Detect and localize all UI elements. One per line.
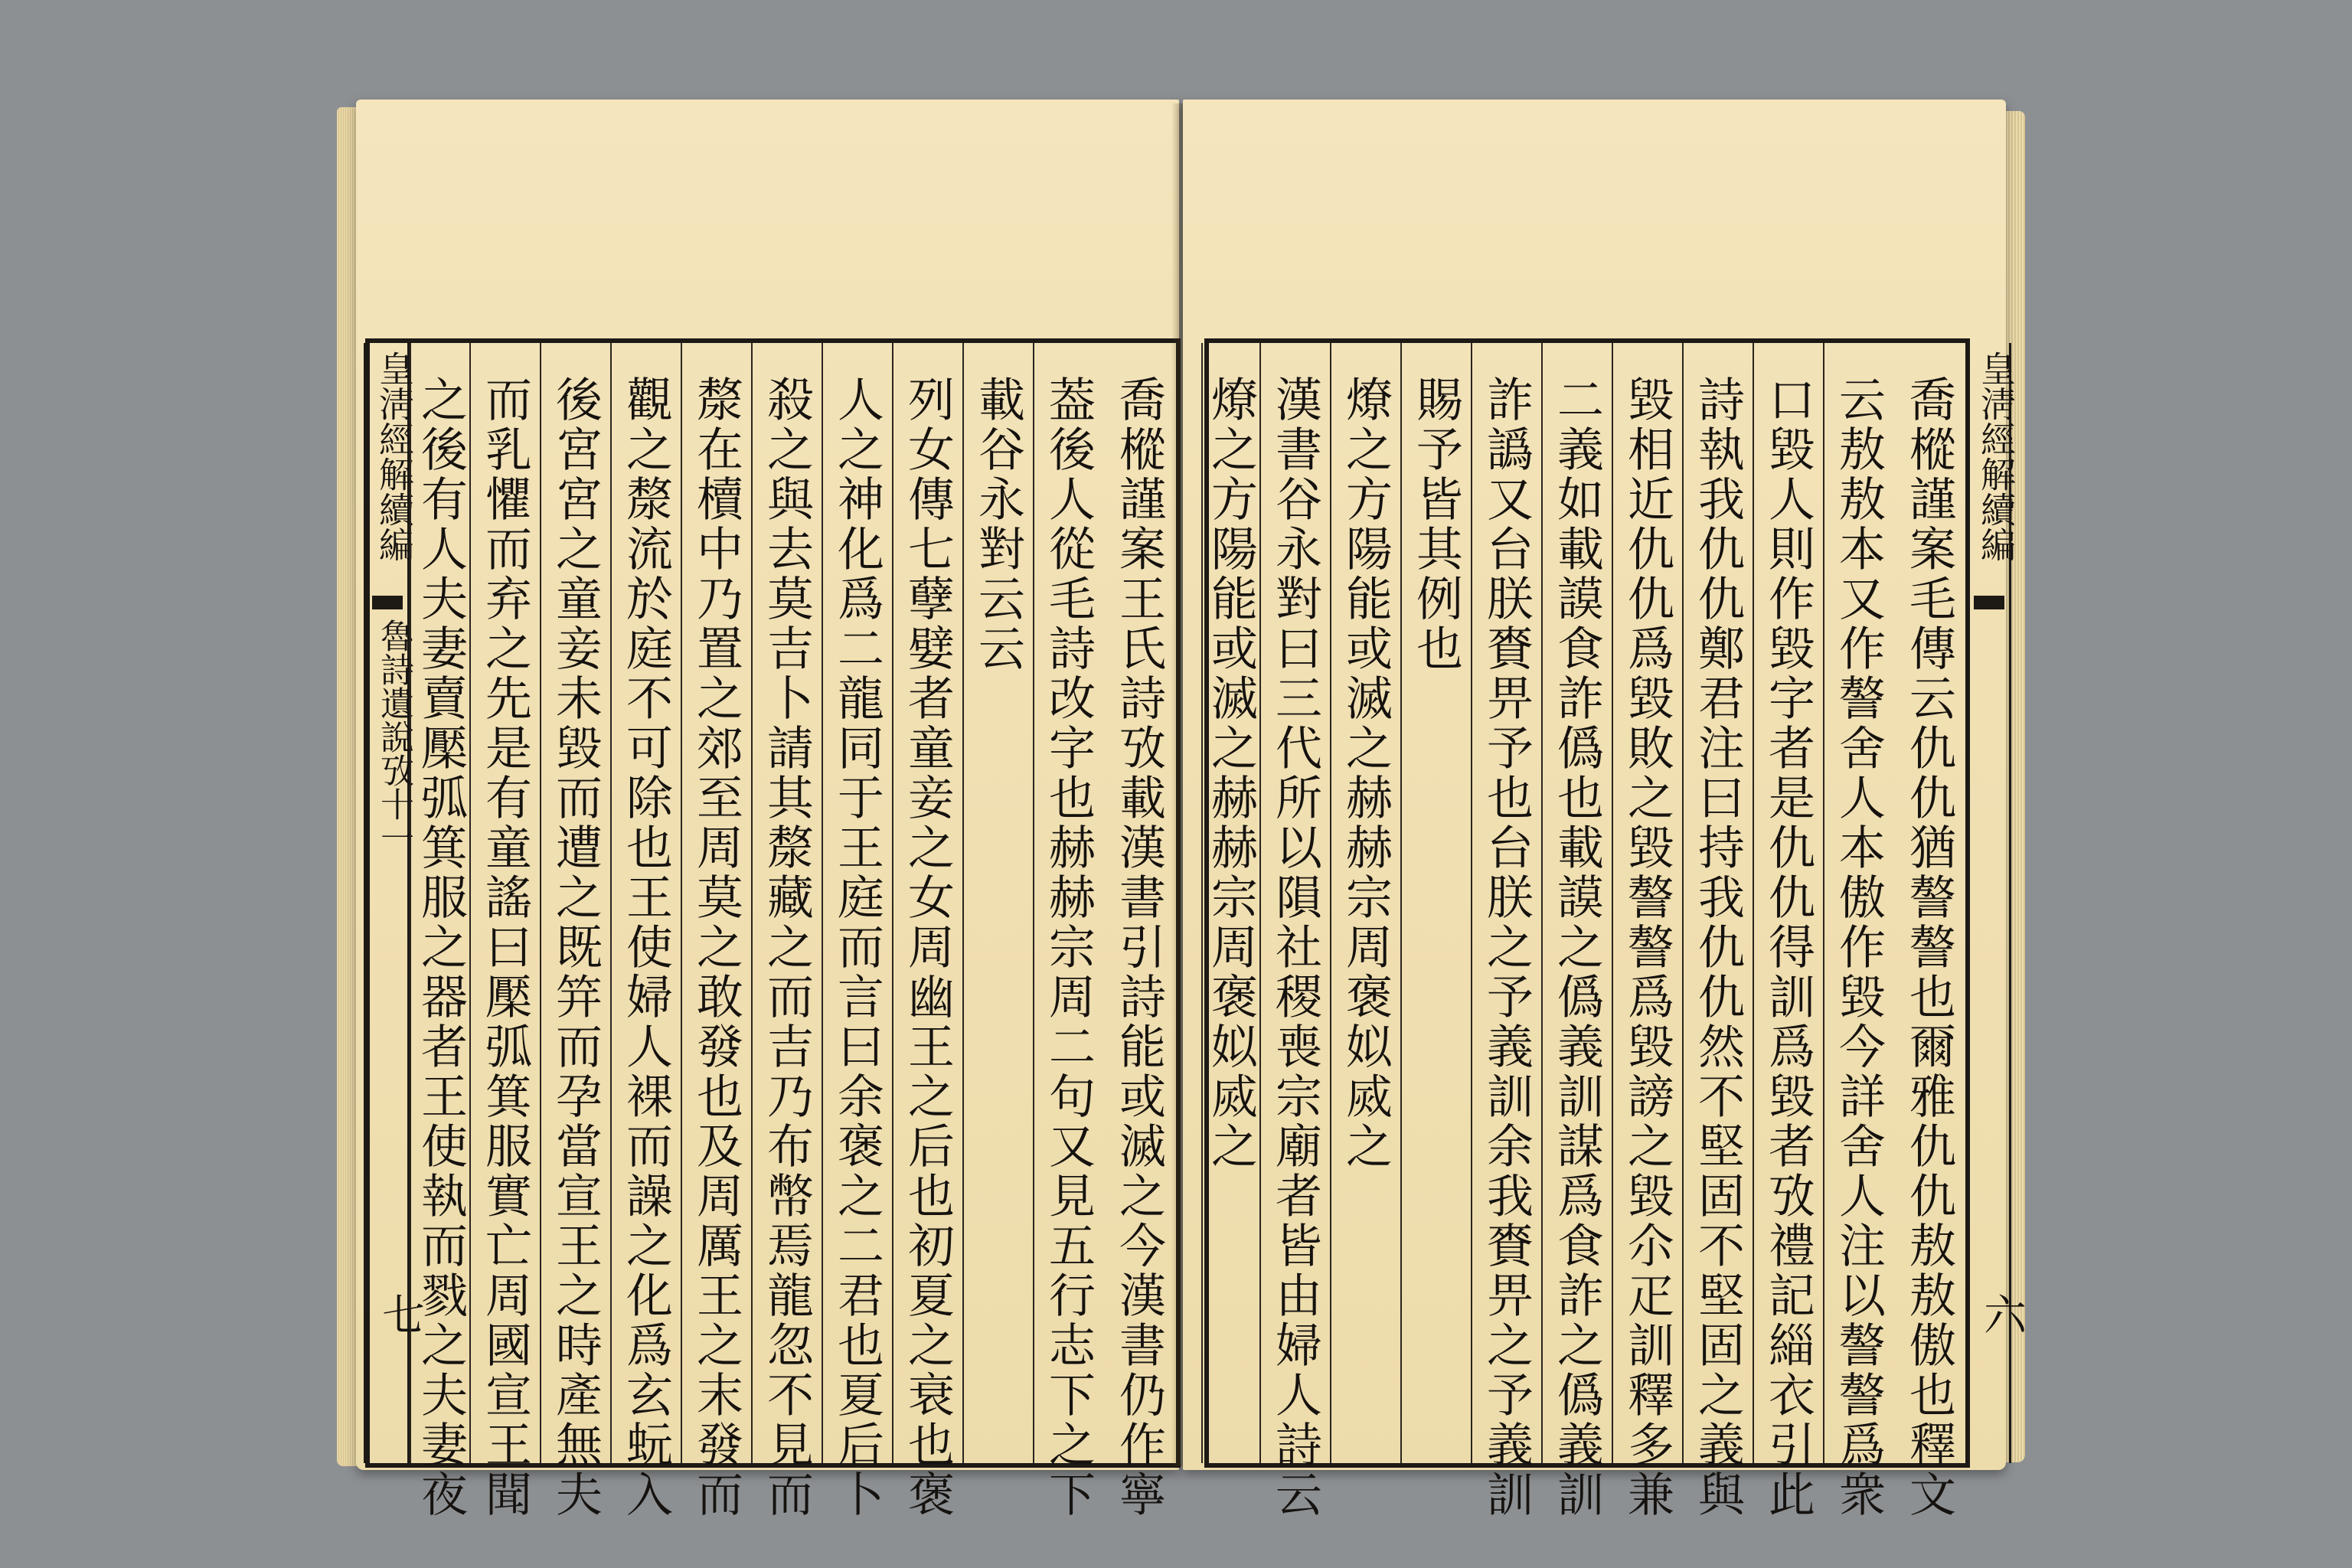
- left-column-9-text: 後宮宮之童妾未毀而遭之既笄而孕當宣王之時產無夫: [548, 375, 603, 1520]
- left-margin-title: 皇淸經解續編: [374, 351, 415, 562]
- left-column-2-text: 葢後人從毛詩改字也赫赫宗周二句又見五行志下之下: [1041, 375, 1096, 1520]
- left-column-7-text: 漦在櫝中乃置之郊至周莫之敢發也及周厲王之末發而: [689, 375, 743, 1520]
- left-column-2: [1033, 343, 1103, 1520]
- right-page: [1183, 100, 2027, 1520]
- left-page-edges: [337, 107, 358, 1466]
- right-margin-title: 皇淸經解續編: [1975, 351, 2017, 562]
- right-column-1-text: 喬樅謹案毛傳云仇仇猶謷謷也爾雅仇仇敖敖傲也釋文: [1902, 375, 1956, 1520]
- left-page: [356, 100, 1179, 1520]
- left-page-margin-column: [364, 343, 425, 1463]
- right-column-8-text: 賜予皆其例也: [1409, 375, 1463, 674]
- right-column-9-text: 燎之方陽能或滅之赫赫宗周褒姒烕之: [1338, 375, 1393, 1171]
- left-column-10: [469, 343, 540, 1520]
- fishtail-mark: [372, 596, 403, 609]
- right-column-4: [1682, 343, 1753, 1520]
- right-column-7-text: 詐譌又台朕賚畀予也台朕之予義訓余我賚畀之予義訓: [1479, 375, 1534, 1520]
- right-column-4-text: 詩執我仇仇鄭君注曰持我仇仇然不堅固不堅固之義與: [1690, 375, 1745, 1520]
- right-column-11-text: 燎之方陽能或滅之赫赫宗周褒姒烕之: [1204, 375, 1258, 1171]
- left-column-3-text: 載谷永對云云: [971, 375, 1025, 674]
- right-column-10: [1259, 343, 1330, 1520]
- left-column-4: [892, 343, 962, 1520]
- left-page-number: 七: [375, 1292, 425, 1335]
- left-column-1: [1103, 343, 1174, 1520]
- right-column-5: [1612, 343, 1682, 1520]
- left-column-9: [540, 343, 610, 1520]
- left-column-5: [822, 343, 892, 1520]
- right-column-3: [1753, 343, 1823, 1520]
- left-column-11: [410, 343, 471, 1520]
- right-column-10-text: 漢書谷永對曰三代所以隕社稷喪宗廟者皆由婦人詩云: [1268, 375, 1322, 1520]
- left-column-6-text: 殺之與去莫吉卜請其漦藏之而吉乃布幣焉龍忽不見而: [760, 375, 814, 1520]
- right-column-9: [1330, 343, 1400, 1463]
- left-column-6: [751, 343, 822, 1520]
- right-column-2-text: 云敖敖本又作謷舍人本傲作毀今詳舍人注以謷謷爲衆: [1831, 375, 1886, 1520]
- right-column-11: [1201, 343, 1261, 1463]
- right-column-8: [1400, 343, 1471, 1463]
- right-column-6-text: 二義如載謨食詐僞也載謨之僞義訓謀爲食詐之僞義訓: [1550, 375, 1604, 1520]
- left-column-8-text: 觀之漦流於庭不可除也王使婦人裸而譟之化爲玄蚖入: [619, 375, 673, 1520]
- right-page-number: 六: [1977, 1292, 2027, 1335]
- right-column-3-text: 口毀人則作毀字者是仇仇得訓爲毀者攷禮記緇衣引此: [1761, 375, 1815, 1520]
- right-column-1: [1893, 343, 1964, 1520]
- left-column-5-text: 人之神化爲二龍同于王庭而言曰余褒之二君也夏后卜: [830, 375, 884, 1520]
- right-text-frame: [1204, 338, 2027, 1520]
- left-column-8: [610, 343, 681, 1520]
- fishtail-mark: [1974, 596, 2004, 609]
- left-column-4-text: 列女傳七孽嬖者童妾之女周幽王之后也初夏之衰也褒: [900, 375, 955, 1520]
- left-text-frame: [365, 338, 1181, 1520]
- right-column-2: [1823, 343, 1893, 1520]
- right-column-6: [1541, 343, 1612, 1520]
- left-column-10-text: 而乳懼而弃之先是有童謠曰檿弧箕服實亡周國宣王聞: [478, 375, 532, 1520]
- open-book: [337, 92, 2027, 1520]
- left-margin-subtitle: 魯詩遺說攷十一: [374, 619, 413, 854]
- left-column-3: [962, 343, 1033, 1463]
- left-column-11-text: 之後有人夫妻賣檿弧箕服之器者王使執而戮之夫妻夜: [413, 375, 468, 1520]
- left-column-7: [681, 343, 751, 1520]
- left-column-1-text: 喬樅謹案王氏詩攷載漢書引詩能或滅之今漢書仍作寧: [1112, 375, 1166, 1520]
- right-column-7: [1471, 343, 1541, 1520]
- right-page-margin-column: [1965, 343, 2027, 1463]
- right-column-5-text: 毀相近仇仇爲毀敗之毀謷謷爲毀謗之毀尒疋訓釋多兼: [1620, 375, 1674, 1520]
